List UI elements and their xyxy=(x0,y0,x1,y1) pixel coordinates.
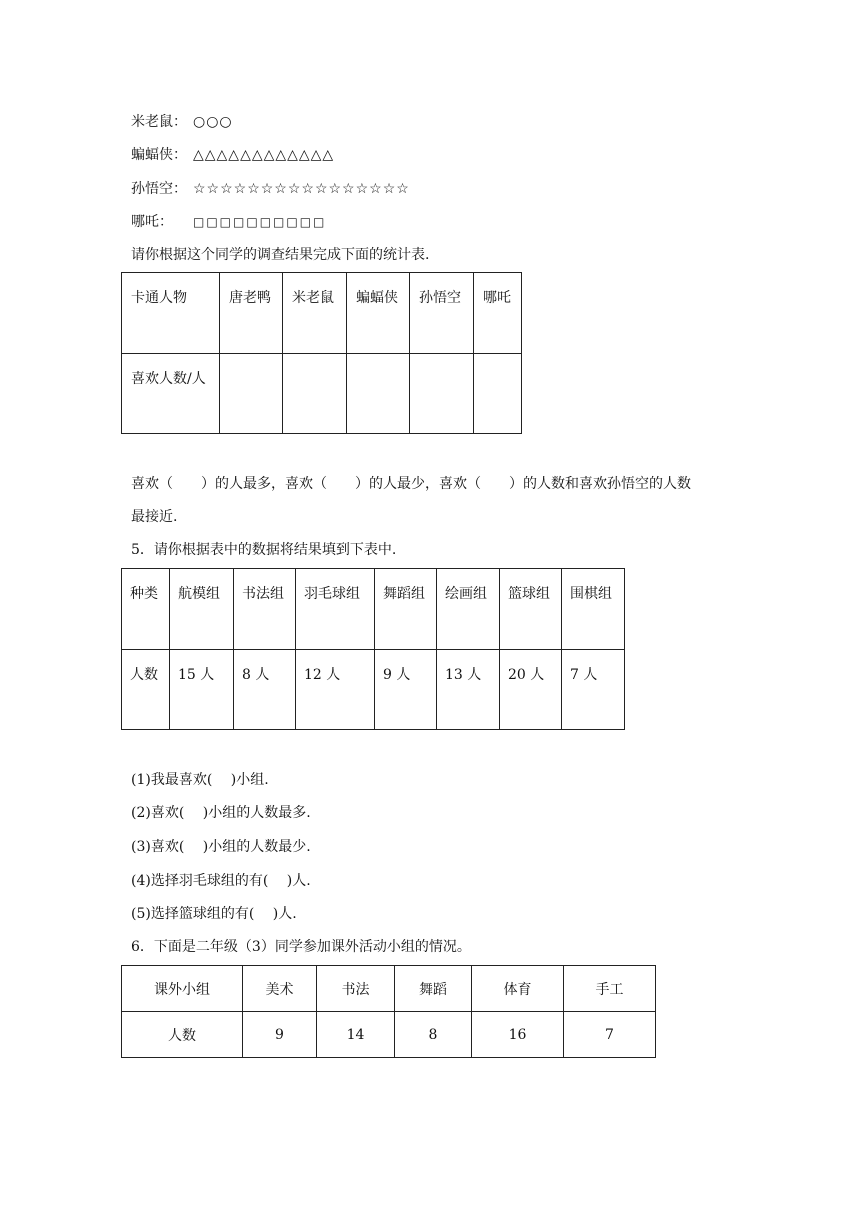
table-cell: 舞蹈组 xyxy=(375,569,437,650)
table-cell: 13 人 xyxy=(437,650,500,730)
section6-title: 6．下面是二年级（3）同学参加课外活动小组的情况。 xyxy=(131,939,471,955)
answer-cell[interactable] xyxy=(283,354,347,434)
table-cell: 7 xyxy=(564,1012,656,1058)
table-cell: 8 人 xyxy=(234,650,296,730)
table-cell: 航模组 xyxy=(170,569,234,650)
tally-name: 蝙蝠侠： xyxy=(131,147,187,163)
table-cell: 米老鼠 xyxy=(283,273,347,354)
table-cell: 9 xyxy=(243,1012,317,1058)
table-cell: 孙悟空 xyxy=(410,273,474,354)
tally-marks: ☆☆☆☆☆☆☆☆☆☆☆☆☆☆☆☆ xyxy=(193,181,410,197)
question-item: (4)选择羽毛球组的有( )人. xyxy=(131,873,311,889)
table-cell: 16 xyxy=(472,1012,564,1058)
tally-line-nezha xyxy=(131,212,326,232)
table-cell: 羽毛球组 xyxy=(296,569,375,650)
tally-marks: ○○○ xyxy=(193,114,233,130)
groups-table xyxy=(121,568,625,730)
table-cell: 唐老鸭 xyxy=(220,273,283,354)
table-cell: 12 人 xyxy=(296,650,375,730)
answer-cell[interactable] xyxy=(347,354,410,434)
section5-title: 5．请你根据表中的数据将结果填到下表中. xyxy=(131,542,397,558)
table-cell: 15 人 xyxy=(170,650,234,730)
question-item: (5)选择篮球组的有( )人. xyxy=(131,906,297,922)
answer-cell[interactable] xyxy=(410,354,474,434)
fill-question-line1: 喜欢（ ）的人最多，喜欢（ ）的人最少，喜欢（ ）的人数和喜欢孙悟空的人数 xyxy=(131,476,691,492)
answer-cell[interactable] xyxy=(474,354,522,434)
answer-cell[interactable] xyxy=(220,354,283,434)
table-cell: 哪吒 xyxy=(474,273,522,354)
table-row xyxy=(122,273,522,354)
survey-instruction: 请你根据这个同学的调查结果完成下面的统计表. xyxy=(131,247,430,263)
table-row xyxy=(122,1012,656,1058)
table-row xyxy=(122,650,625,730)
tally-name: 米老鼠： xyxy=(131,114,187,130)
table-cell: 7 人 xyxy=(562,650,625,730)
table-cell: 人数 xyxy=(122,650,170,730)
table-cell: 篮球组 xyxy=(500,569,562,650)
table-row xyxy=(122,966,656,1012)
question-item: (2)喜欢( )小组的人数最多. xyxy=(131,805,311,821)
table-cell: 人数 xyxy=(122,1012,243,1058)
table-cell: 美术 xyxy=(243,966,317,1012)
activity-groups-table xyxy=(121,965,656,1058)
table-cell: 8 xyxy=(395,1012,472,1058)
tally-name: 孙悟空： xyxy=(131,181,187,197)
table-cell: 9 人 xyxy=(375,650,437,730)
table-cell: 20 人 xyxy=(500,650,562,730)
question-item: (1)我最喜欢( )小组. xyxy=(131,772,269,788)
tally-name: 哪吒： xyxy=(131,214,173,230)
table-row xyxy=(122,354,522,434)
tally-marks: △△△△△△△△△△△△ xyxy=(193,147,335,163)
table-cell: 书法 xyxy=(317,966,395,1012)
table-cell: 蝙蝠侠 xyxy=(347,273,410,354)
table-cell: 绘画组 xyxy=(437,569,500,650)
table-cell: 14 xyxy=(317,1012,395,1058)
table-cell: 围棋组 xyxy=(562,569,625,650)
table-cell: 舞蹈 xyxy=(395,966,472,1012)
table-cell: 体育 xyxy=(472,966,564,1012)
table-cell: 书法组 xyxy=(234,569,296,650)
fill-question-line2: 最接近. xyxy=(131,509,178,525)
tally-marks: □□□□□□□□□□ xyxy=(193,215,327,229)
table-cell: 手工 xyxy=(564,966,656,1012)
table-cell: 卡通人物 xyxy=(122,273,220,354)
table-cell: 喜欢人数/人 xyxy=(122,354,220,434)
question-item: (3)喜欢( )小组的人数最少. xyxy=(131,839,311,855)
tally-line-sunwukong xyxy=(131,179,410,199)
tally-line-mickey xyxy=(131,112,233,132)
tally-line-batman xyxy=(131,145,334,165)
cartoon-stats-table xyxy=(121,272,522,434)
table-cell: 课外小组 xyxy=(122,966,243,1012)
table-cell: 种类 xyxy=(122,569,170,650)
table-row xyxy=(122,569,625,650)
